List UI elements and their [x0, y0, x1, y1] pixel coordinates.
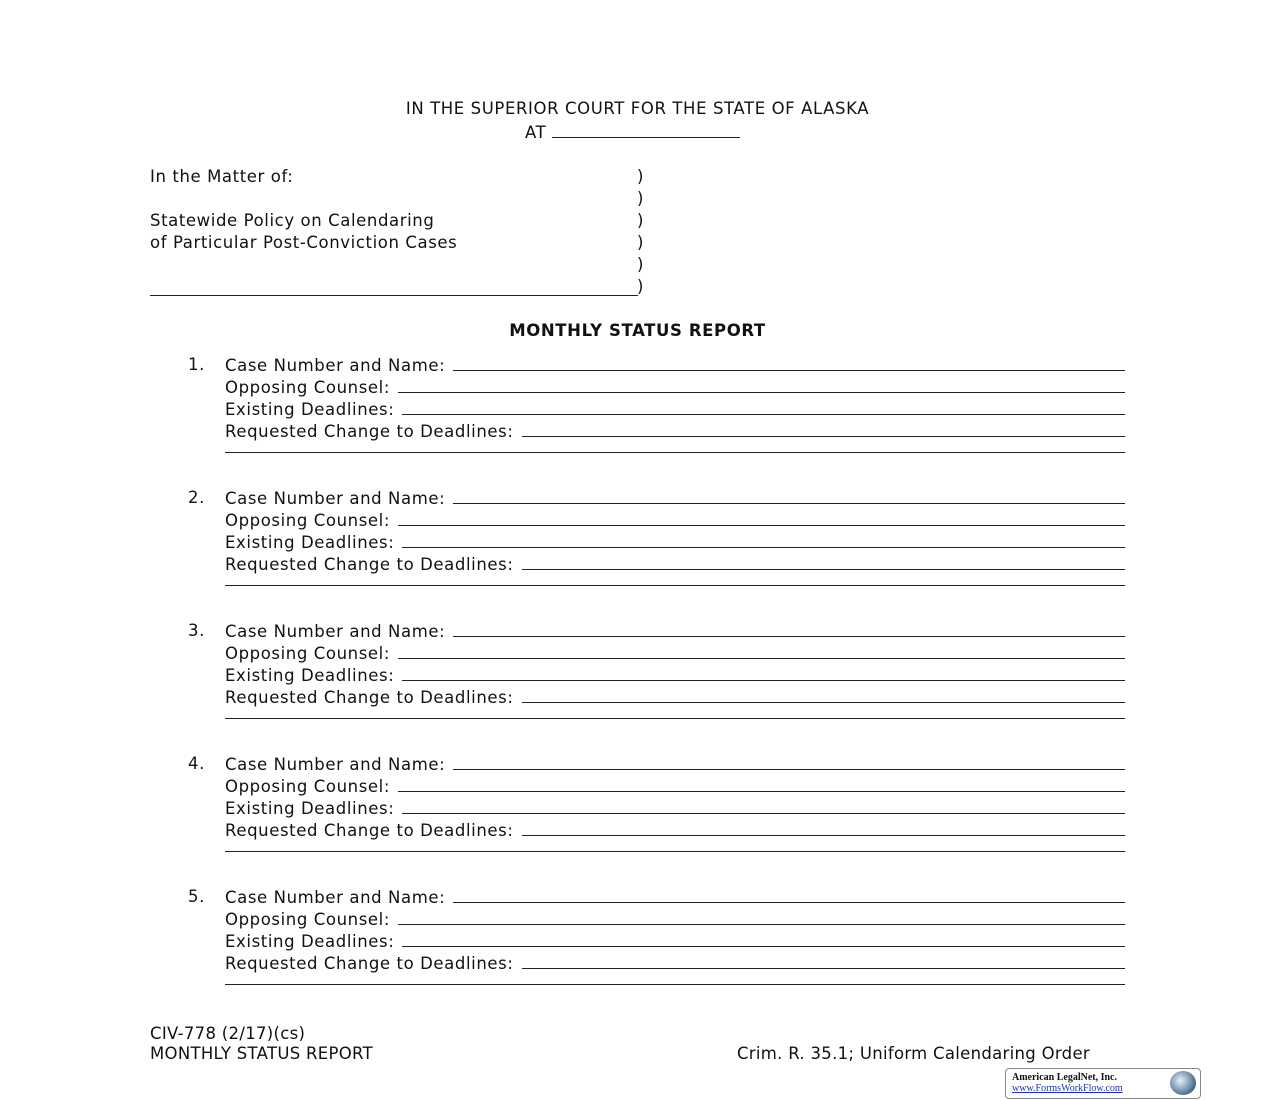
- field-label: Requested Change to Deadlines:: [225, 688, 514, 707]
- field-blank[interactable]: [522, 686, 1126, 703]
- venue-blank[interactable]: [552, 121, 740, 138]
- field-label: Case Number and Name:: [225, 356, 446, 375]
- field-blank[interactable]: [453, 753, 1125, 770]
- field-row: [225, 775, 1125, 798]
- field-blank[interactable]: [402, 398, 1125, 415]
- field-blank[interactable]: [453, 620, 1125, 637]
- field-label: Existing Deadlines:: [225, 400, 395, 419]
- field-row: [225, 686, 1125, 709]
- document-title: MONTHLY STATUS REPORT: [509, 321, 766, 340]
- caption-paren: ): [637, 255, 645, 274]
- field-blank[interactable]: [398, 642, 1125, 659]
- caption-paren: ): [637, 277, 645, 296]
- field-label: Case Number and Name:: [225, 489, 446, 508]
- field-row: [225, 509, 1125, 532]
- field-row: [225, 553, 1125, 576]
- extra-blank-line[interactable]: [225, 585, 1125, 586]
- field-blank[interactable]: [402, 797, 1125, 814]
- field-row: [225, 797, 1125, 820]
- item-number: 5.: [188, 887, 205, 906]
- item-number: 4.: [188, 754, 205, 773]
- footer-form-title: MONTHLY STATUS REPORT: [150, 1044, 373, 1063]
- field-row: [225, 930, 1125, 953]
- field-row: [225, 908, 1125, 931]
- field-blank[interactable]: [522, 553, 1126, 570]
- field-row: [225, 620, 1125, 643]
- field-label: Case Number and Name:: [225, 888, 446, 907]
- field-blank[interactable]: [398, 376, 1125, 393]
- form-code: CIV-778 (2/17)(cs): [150, 1024, 306, 1043]
- footer-rule-citation: Crim. R. 35.1; Uniform Calendaring Order: [736, 1044, 1090, 1063]
- caption-line: In the Matter of:: [150, 167, 294, 186]
- field-row: [225, 952, 1125, 975]
- field-row: [225, 819, 1125, 842]
- field-row: [225, 753, 1125, 776]
- field-row: [225, 398, 1125, 421]
- field-blank[interactable]: [402, 664, 1125, 681]
- american-legalnet-logo[interactable]: [1005, 1068, 1201, 1099]
- item-number: 2.: [188, 488, 205, 507]
- caption-paren: ): [637, 211, 645, 230]
- venue-line: [525, 121, 740, 144]
- field-row: [225, 642, 1125, 665]
- field-label: Opposing Counsel:: [225, 777, 391, 796]
- extra-blank-line[interactable]: [225, 984, 1125, 985]
- field-label: Existing Deadlines:: [225, 666, 395, 685]
- court-heading: IN THE SUPERIOR COURT FOR THE STATE OF ALASKA: [405, 99, 870, 118]
- caption-line: of Particular Post-Conviction Cases: [150, 233, 458, 252]
- item-number: 1.: [188, 355, 205, 374]
- caption-paren: ): [637, 233, 645, 252]
- field-row: [225, 664, 1125, 687]
- extra-blank-line[interactable]: [225, 851, 1125, 852]
- extra-blank-line[interactable]: [225, 452, 1125, 453]
- caption-paren: ): [637, 189, 645, 208]
- caption-case-blank[interactable]: [150, 279, 638, 296]
- field-blank[interactable]: [522, 819, 1126, 836]
- field-label: Opposing Counsel:: [225, 644, 391, 663]
- field-blank[interactable]: [398, 509, 1125, 526]
- field-blank[interactable]: [398, 908, 1125, 925]
- caption-paren: ): [637, 167, 645, 186]
- field-row: [225, 354, 1125, 377]
- field-row: [225, 531, 1125, 554]
- field-blank[interactable]: [398, 775, 1125, 792]
- field-blank[interactable]: [522, 420, 1126, 437]
- field-label: Opposing Counsel:: [225, 378, 391, 397]
- globe-icon: [1170, 1071, 1196, 1095]
- caption-line: Statewide Policy on Calendaring: [150, 211, 435, 230]
- field-label: Opposing Counsel:: [225, 511, 391, 530]
- field-label: Requested Change to Deadlines:: [225, 555, 514, 574]
- field-blank[interactable]: [522, 952, 1126, 969]
- field-label: Case Number and Name:: [225, 755, 446, 774]
- field-label: Existing Deadlines:: [225, 799, 395, 818]
- at-label: AT: [525, 123, 547, 142]
- extra-blank-line[interactable]: [225, 718, 1125, 719]
- field-label: Case Number and Name:: [225, 622, 446, 641]
- field-blank[interactable]: [453, 886, 1125, 903]
- field-blank[interactable]: [453, 487, 1125, 504]
- field-label: Opposing Counsel:: [225, 910, 391, 929]
- field-row: [225, 376, 1125, 399]
- item-number: 3.: [188, 621, 205, 640]
- field-label: Requested Change to Deadlines:: [225, 954, 514, 973]
- field-blank[interactable]: [402, 531, 1125, 548]
- field-row: [225, 886, 1125, 909]
- field-blank[interactable]: [402, 930, 1125, 947]
- field-label: Existing Deadlines:: [225, 533, 395, 552]
- field-label: Requested Change to Deadlines:: [225, 821, 514, 840]
- field-blank[interactable]: [453, 354, 1125, 371]
- field-label: Requested Change to Deadlines:: [225, 422, 514, 441]
- logo-company: American LegalNet, Inc.: [1012, 1072, 1117, 1083]
- field-row: [225, 420, 1125, 443]
- logo-url[interactable]: www.FormsWorkFlow.com: [1012, 1083, 1123, 1094]
- field-label: Existing Deadlines:: [225, 932, 395, 951]
- field-row: [225, 487, 1125, 510]
